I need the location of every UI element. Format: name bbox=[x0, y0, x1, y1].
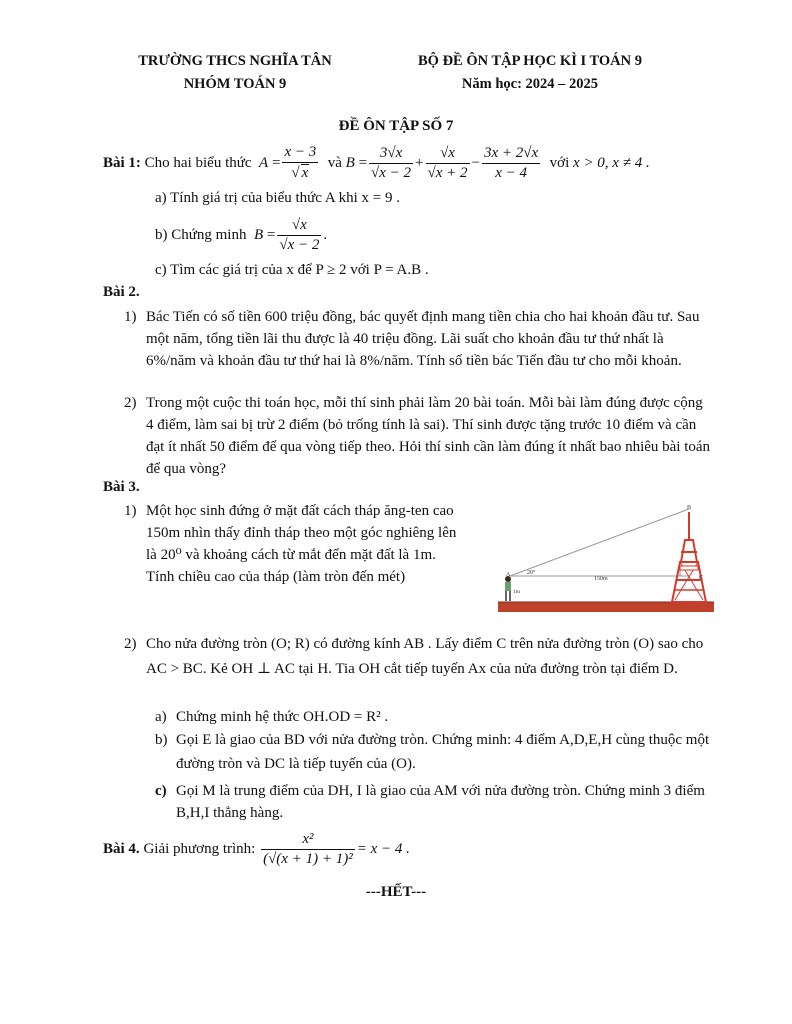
bai2-item2-number: 2) bbox=[124, 395, 137, 411]
expr-B-term1: $\frac{3√x}{√x - 2}$ bbox=[371, 144, 412, 181]
bai3-item1-number: 1) bbox=[124, 503, 137, 519]
bai1-and: và bbox=[327, 154, 342, 171]
student-icon bbox=[505, 576, 511, 601]
distance-label: 150m bbox=[594, 576, 608, 582]
bai1-condition: x > 0, x ≠ 4 . bbox=[573, 154, 650, 171]
label-A: A bbox=[506, 572, 511, 578]
bai3-item2-text: Cho nửa đường tròn (O; R) có đường kính AB . Lấy điểm C trên nửa đường tròn (O) sao cho AC > BC. Kẻ OH ⊥ AC tại H. Tia OH cắt tiếp tuyến Ax của nửa đường tròn tại điểm D. bbox=[146, 636, 704, 677]
bai2-item1-text: Bác Tiến có số tiền 600 triệu đồng, bác quyết định mang tiền chia cho hai khoản đầu tư. Sau một năm, tổng tiền lãi thu được là 40 triệu đồng. Lãi suất cho khoản đầu tư thứ nhất là 6%/năm và khoản đầu tư thứ hai là 8%/năm. Tính số tiền bác Tiến đầu tư cho mỗi khoản. bbox=[146, 309, 700, 369]
bai2-item1-number: 1) bbox=[124, 309, 137, 325]
bai1-intro: Cho hai biểu thức bbox=[144, 154, 252, 171]
bai4-line bbox=[103, 824, 410, 874]
school-year: Năm học: 2024 – 2025 bbox=[461, 76, 599, 92]
bai1-line: Bài 1: Cho hai biểu thức A = $\frac{x - 3}{√ x}$ và B = $\frac{3√x}{√x - 2}$ + $\frac{√x}{√x + 2}$ − $\frac{3x + 2√x}{x - 4}$ với x > 0, x ≠ 4 . bbox=[103, 144, 650, 181]
school-name: TRƯỜNG THCS NGHĨA TÂN bbox=[138, 53, 332, 69]
bai3-item1-text: Một học sinh đứng ở mặt đất cách tháp ăng-ten cao 150m nhìn thấy đỉnh tháp theo một góc nghiêng lên là 20⁰ và khoảng cách từ mắt đến mặt đất là 1m. Tính chiều cao của tháp (làm tròn đến mét) bbox=[146, 503, 457, 585]
expr-B-term2: $\frac{√x}{√x + 2}$ bbox=[427, 144, 468, 181]
tower-icon bbox=[672, 512, 706, 602]
bai2-label: Bài 2. bbox=[103, 284, 140, 300]
bai3-part-c-text: Gọi M là trung điểm của DH, I là giao của AM với nửa đường tròn. Chứng minh 3 điểm B,H,I thẳng hàng. bbox=[176, 783, 705, 821]
bai4-equation-fraction: $\frac{\text{x²}}{\text{(√(x + 1) + 1)²}}$ bbox=[263, 830, 353, 867]
bai1-part-a: a) Tính giá trị của biểu thức A khi x = 9 . bbox=[155, 190, 401, 206]
bai1-part-b: b) Chứng minh B = $\frac{√x}{√x - 2}$ . bbox=[155, 216, 328, 253]
bai1-label: Bài 1: bbox=[103, 154, 141, 171]
bai1-with: với bbox=[549, 154, 570, 171]
group-name: NHÓM TOÁN 9 bbox=[183, 76, 287, 92]
sight-line bbox=[510, 509, 689, 576]
bai2-item2-text: Trong một cuộc thi toán học, mỗi thí sinh phải làm 20 bài toán. Mỗi bài làm đúng được cộng 4 điểm, làm sai bị trừ 2 điểm (bỏ trống tính là sai). Thí sinh được tặng trước 10 điểm và cần đạt ít nhất 50 điểm để qua vòng tiếp theo. Hỏi thí sinh cần làm đúng ít nhất bao nhiêu bài toán để qua vòng? bbox=[146, 395, 711, 477]
bai3-part-c-number: c) bbox=[155, 783, 167, 799]
expr-A: $\frac{x - 3}{√ x}$ bbox=[284, 144, 317, 181]
bai1-part-c: c) Tìm các giá trị của x để P ≥ 2 với P = A.B . bbox=[155, 262, 429, 278]
ground bbox=[498, 602, 714, 612]
bai3-label: Bài 3. bbox=[103, 479, 140, 495]
bai4-rhs: = x − 4 . bbox=[356, 840, 410, 857]
exam-series: BỘ ĐỀ ÔN TẬP HỌC KÌ I TOÁN 9 bbox=[418, 53, 642, 69]
page-title: ĐỀ ÔN TẬP SỐ 7 bbox=[338, 118, 454, 134]
bai3-part-a-number: a) bbox=[155, 709, 167, 725]
end-marker: ---HẾT--- bbox=[365, 884, 427, 900]
eye-height-label: 1m bbox=[513, 589, 521, 595]
expr-B-term3: $\frac{3x + 2√x}{x - 4}$ bbox=[484, 144, 539, 181]
bai3-item2-number: 2) bbox=[124, 636, 137, 652]
angle-label: 20° bbox=[527, 570, 536, 576]
expr-B-result: $\frac{√x}{√x - 2}$ bbox=[279, 216, 320, 253]
label-C: C bbox=[699, 575, 704, 581]
tower-figure bbox=[494, 500, 716, 616]
bai3-part-a-text: Chứng minh hệ thức OH.OD = R² . bbox=[176, 709, 389, 725]
label-B: B bbox=[687, 505, 692, 511]
bai4-label: Bài 4. bbox=[103, 840, 140, 857]
bai4-text: Giải phương trình: bbox=[143, 840, 256, 857]
bai3-part-b-number: b) bbox=[155, 732, 168, 748]
bai3-part-b-text: Gọi E là giao của BD với nửa đường tròn. Chứng minh: 4 điểm A,D,E,H cùng thuộc một đường tròn và DC là tiếp tuyến của (O). bbox=[176, 732, 710, 772]
